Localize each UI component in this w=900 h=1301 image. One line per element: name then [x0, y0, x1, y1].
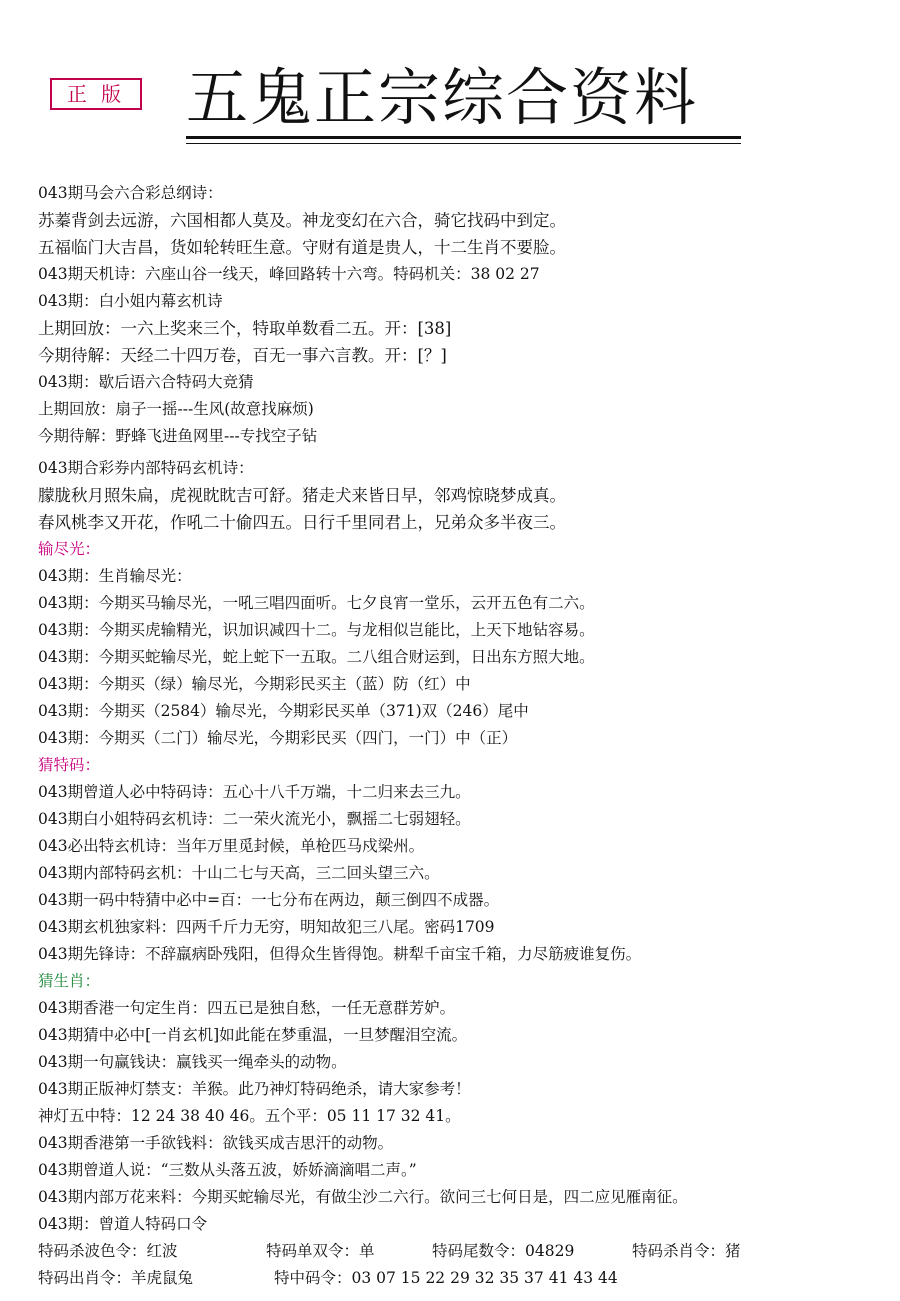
text-line: 043期香港第一手欲钱料：欲钱买成吉思汗的动物。 [38, 1134, 394, 1152]
text-line: 043期曾道人必中特码诗：五心十八千万端，十二归来去三九。 [38, 783, 471, 801]
code-item: 特码尾数令：04829 [432, 1242, 575, 1260]
title-underline [186, 136, 741, 139]
text-line: 043期一码中特猜中必中=百：一七分布在两边，颠三倒四不成器。 [38, 891, 500, 909]
text-line: 043期天机诗：六座山谷一线天，峰回路转十六弯。特码机关：38 02 27 [38, 265, 540, 283]
text-line: 043期：今期买（二门）输尽光，今期彩民买（四门，一门）中（正） [38, 729, 518, 747]
text-line: 043期玄机独家料：四两千斤力无穷，明知故犯三八尾。密码1709 [38, 918, 495, 936]
text-line: 043期内部万花来料：今期买蛇输尽光，有做尘沙二六行。欲问三七何日是，四二应见雁南征。 [38, 1188, 688, 1206]
section-heading: 猜特码： [38, 756, 101, 774]
text-line: 043期：今期买马输尽光，一吼三唱四面听。七夕良宵一堂乐，云开五色有二六。 [38, 594, 595, 612]
text-line: 043期合彩券内部特码玄机诗： [38, 459, 254, 477]
section-heading: 猜生肖： [38, 972, 101, 990]
text-line: 苏蓁背剑去远游，六国相都人莫及。神龙变幻在六合，骑它找码中到定。 [38, 211, 566, 230]
page-title: 五鬼正宗综合资料 [186, 61, 699, 134]
text-line: 043期：今期买（2584）输尽光，今期彩民买单（371)双（246）尾中 [38, 702, 529, 720]
code-item: 特码杀波色令：红波 [38, 1242, 178, 1260]
code-item: 特码出肖令：羊虎鼠兔 [38, 1269, 194, 1287]
text-line: 今期待解：野蜂飞进鱼网里---专找空子钻 [38, 427, 318, 445]
text-line: 043期：今期买虎输精光，识加识减四十二。与龙相似岂能比，上天下地钻容易。 [38, 621, 595, 639]
section-heading: 输尽光： [38, 540, 101, 558]
text-line: 043期先锋诗：不辞羸病卧残阳，但得众生皆得饱。耕犁千亩宝千箱，力尽筋疲谁复伤。 [38, 945, 642, 963]
title-underline-thin [186, 143, 741, 144]
text-line: 043期：今期买蛇输尽光，蛇上蛇下一五取。二八组合财运到，日出东方照大地。 [38, 648, 595, 666]
text-line: 上期回放：扇子一摇---生风(故意找麻烦) [38, 400, 314, 418]
text-line: 朦胧秋月照朱扁，虎视眈眈吉可舒。猪走犬来皆日早，邻鸡惊晓梦成真。 [38, 486, 566, 505]
text-line: 神灯五中特：12 24 38 40 46。五个平：05 11 17 32 41。 [38, 1107, 461, 1125]
text-line: 043必出特玄机诗：当年万里觅封候，单枪匹马戍梁州。 [38, 837, 425, 855]
text-line: 043期一句赢钱诀：赢钱买一绳牵头的动物。 [38, 1053, 347, 1071]
code-item: 特码单双令：单 [266, 1242, 375, 1260]
code-item: 特中码令：03 07 15 22 29 32 35 37 41 43 44 [274, 1269, 618, 1287]
text-line: 043期：曾道人特码口令 [38, 1215, 208, 1233]
text-line: 043期：生肖输尽光： [38, 567, 192, 585]
text-line: 043期：白小姐内幕玄机诗 [38, 292, 223, 310]
text-line: 043期正版神灯禁支：羊猴。此乃神灯特码绝杀，请大家参考！ [38, 1080, 471, 1098]
code-item: 特码杀肖令：猪 [632, 1242, 741, 1260]
text-line: 043期白小姐特码玄机诗：二一荣火流光小，飘摇二七弱翅轻。 [38, 810, 471, 828]
text-line: 五福临门大吉昌，货如轮转旺生意。守财有道是贵人，十二生肖不要脸。 [38, 238, 566, 257]
text-line: 043期内部特码玄机：十山二七与天高，三二回头望三六。 [38, 864, 440, 882]
text-line: 043期：歇后语六合特码大竞猜 [38, 373, 254, 391]
text-line: 043期猜中必中[一肖玄机]如此能在梦重温，一旦梦醒泪空流。 [38, 1026, 468, 1044]
genuine-badge: 正 版 [50, 78, 142, 110]
content-body [38, 180, 883, 1292]
text-line: 上期回放：一六上奖来三个，特取单数看二五。开：[38] [38, 319, 452, 338]
text-line: 043期曾道人说：“三数从头落五波，娇娇滴滴唱二声。” [38, 1161, 417, 1179]
text-line: 今期待解：天经二十四万卷，百无一事六言教。开：[？] [38, 346, 447, 365]
code-row [38, 1238, 883, 1265]
text-line: 043期：今期买（绿）输尽光，今期彩民买主（蓝）防（红）中 [38, 675, 471, 693]
code-row [38, 1265, 883, 1292]
text-line: 043期马会六合彩总纲诗： [38, 184, 223, 202]
text-line: 043期香港一句定生肖：四五已是独自愁，一任无意群芳妒。 [38, 999, 456, 1017]
text-line: 春风桃李又开花，作吼二十偷四五。日行千里同君上，兄弟众多半夜三。 [38, 513, 566, 532]
